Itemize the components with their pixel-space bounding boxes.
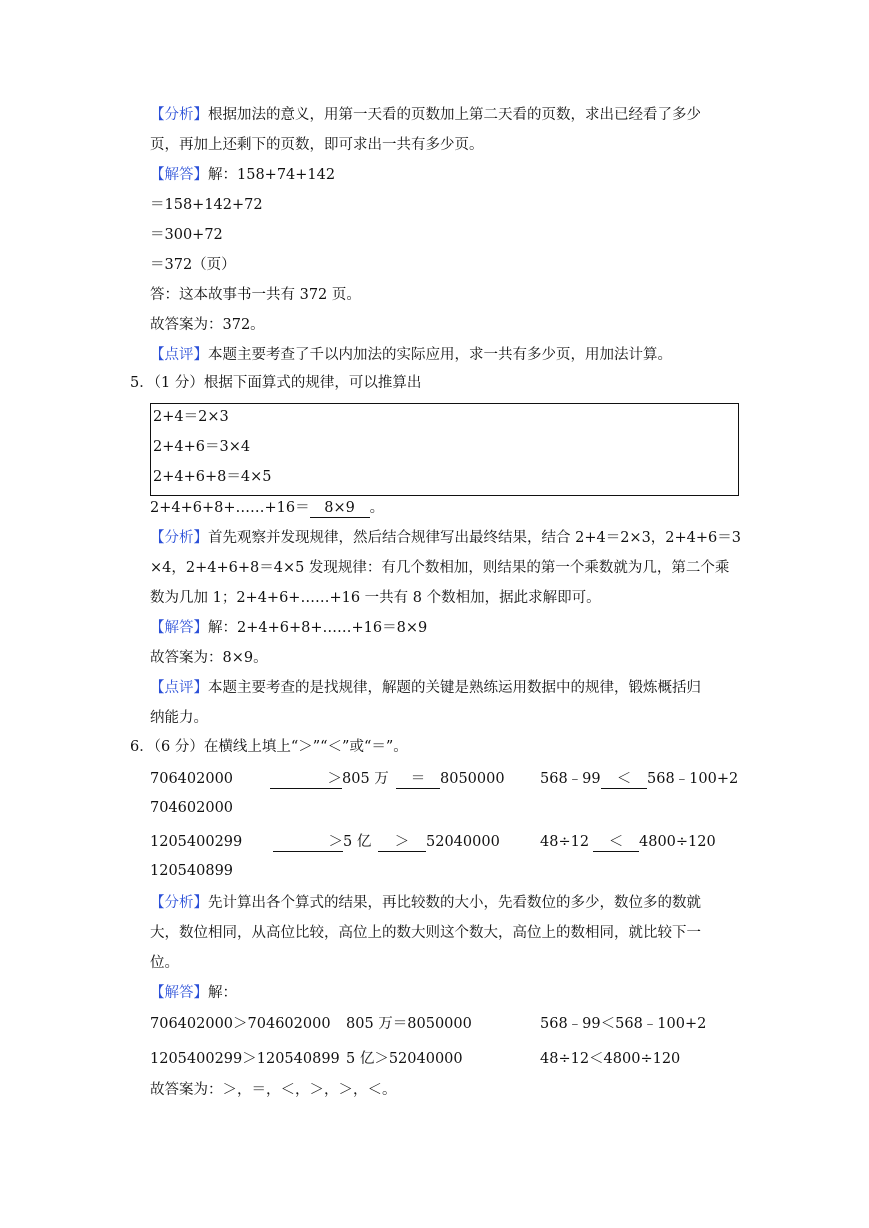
comment-tag: 【点评】 <box>150 347 208 363</box>
answer-text: 解：2+4+6+8+……+16＝8×9 <box>208 620 428 636</box>
analysis-text-cont: 数为几加 1；2+4+6+……+16 一共有 8 个数相加，据此求解即可。 <box>150 590 601 606</box>
compare-left: 568﹣99 <box>540 771 601 787</box>
compare-item <box>601 769 738 789</box>
compare-left-cont: 704602000 <box>150 800 234 816</box>
analysis-text-cont: 大，数位相同，从高位比较，高位上的数大则这个数大，高位上的数相同，就比较下一 <box>150 925 701 941</box>
result-item: 805 万＝8050000 <box>346 1016 472 1032</box>
answer-line <box>150 165 335 185</box>
compare-right: 52040000 <box>426 834 500 850</box>
pattern-box <box>150 403 739 496</box>
compare-item <box>378 832 500 852</box>
analysis-line <box>150 528 741 548</box>
calc-step: ＝372（页） <box>150 257 236 273</box>
comment-text: 本题主要考查了千以内加法的实际应用，求一共有多少页，用加法计算。 <box>208 347 672 363</box>
answer-tag: 【解答】 <box>150 985 208 1001</box>
pattern-line: 2+4+6+8＝4×5 <box>153 469 272 485</box>
compare-item <box>270 769 389 789</box>
compare-blank: ＝ <box>396 770 440 789</box>
question-text: （6 分）在横线上填上“＞”“＜”或“＝”。 <box>153 739 408 755</box>
result-item: 1205400299＞120540899 <box>150 1051 340 1067</box>
final-answer: 故答案为：372。 <box>150 317 265 333</box>
final-answer: 故答案为：8×9。 <box>150 650 268 666</box>
result-item: 5 亿＞52040000 <box>346 1051 463 1067</box>
final-answer: 故答案为：＞，＝，＜，＞，＞，＜。 <box>150 1082 397 1098</box>
compare-right: 8050000 <box>440 771 505 787</box>
compare-blank: ＜ <box>593 833 639 852</box>
calc-step: ＝300+72 <box>150 227 223 243</box>
analysis-tag: 【分析】 <box>150 107 208 123</box>
compare-right: 568﹣100+2 <box>647 771 739 787</box>
fill-prefix: 2+4+6+8+……+16＝ <box>150 500 310 516</box>
analysis-line <box>150 893 701 913</box>
pattern-line: 2+4＝2×3 <box>153 409 229 425</box>
answer-tag: 【解答】 <box>150 167 208 183</box>
compare-item <box>593 832 716 852</box>
reply-text: 答：这本故事书一共有 372 页。 <box>150 287 361 303</box>
analysis-text-cont: ×4，2+4+6+8＝4×5 发现规律：有几个数相加，则结果的第一个乘数就为几，第二个乘 <box>150 560 730 576</box>
comment-text-cont: 纳能力。 <box>150 710 208 726</box>
compare-right: 5 亿 <box>343 834 372 850</box>
compare-blank: ＞ <box>273 833 343 852</box>
comment-line <box>150 345 672 365</box>
analysis-text: 首先观察并发现规律，然后结合规律写出最终结果，结合 2+4＝2×3，2+4+6＝3 <box>208 530 742 546</box>
comment-tag: 【点评】 <box>150 680 208 696</box>
compare-left: 48÷12 <box>540 834 590 850</box>
question-6 <box>130 737 408 757</box>
question-5 <box>130 373 421 393</box>
answer-line <box>150 618 427 638</box>
compare-blank: ＜ <box>601 770 647 789</box>
pattern-line: 2+4+6＝3×4 <box>153 439 251 455</box>
answer-text: 解： <box>208 985 237 1001</box>
answer-line <box>150 983 237 1003</box>
result-item: 48÷12＜4800÷120 <box>540 1051 681 1067</box>
question-number: 6． <box>130 739 154 755</box>
analysis-line <box>150 105 701 125</box>
compare-right: 4800÷120 <box>639 834 716 850</box>
result-item: 706402000＞704602000 <box>150 1016 331 1032</box>
question-number: 5． <box>130 375 154 391</box>
compare-left-cont: 120540899 <box>150 863 234 879</box>
analysis-tag: 【分析】 <box>150 895 208 911</box>
answer-text: 解：158+74+142 <box>208 167 336 183</box>
answer-tag: 【解答】 <box>150 620 208 636</box>
comment-text: 本题主要考查的是找规律，解题的关键是熟练运用数据中的规律，锻炼概括归 <box>208 680 701 696</box>
compare-blank: ＞ <box>270 770 342 789</box>
analysis-text: 先计算出各个算式的结果，再比较数的大小，先看数位的多少，数位多的数就 <box>208 895 701 911</box>
calc-step: ＝158+142+72 <box>150 197 263 213</box>
analysis-text-cont: 页，再加上还剩下的页数，即可求出一共有多少页。 <box>150 137 484 153</box>
result-item: 568﹣99＜568﹣100+2 <box>540 1016 707 1032</box>
analysis-text: 根据加法的意义，用第一天看的页数加上第二天看的页数，求出已经看了多少 <box>208 107 701 123</box>
compare-item <box>396 769 505 789</box>
compare-left: 1205400299 <box>150 834 243 850</box>
compare-item <box>273 832 371 852</box>
compare-right: 805 万 <box>342 771 389 787</box>
analysis-tag: 【分析】 <box>150 530 208 546</box>
fill-suffix: 。 <box>369 500 385 516</box>
fill-blank: 8×9 <box>310 499 370 518</box>
question-text: （1 分）根据下面算式的规律，可以推算出 <box>153 375 422 391</box>
compare-blank: ＞ <box>378 833 426 852</box>
analysis-text-cont: 位。 <box>150 955 179 971</box>
fill-line <box>150 498 384 518</box>
compare-left: 706402000 <box>150 771 234 787</box>
comment-line <box>150 678 701 698</box>
